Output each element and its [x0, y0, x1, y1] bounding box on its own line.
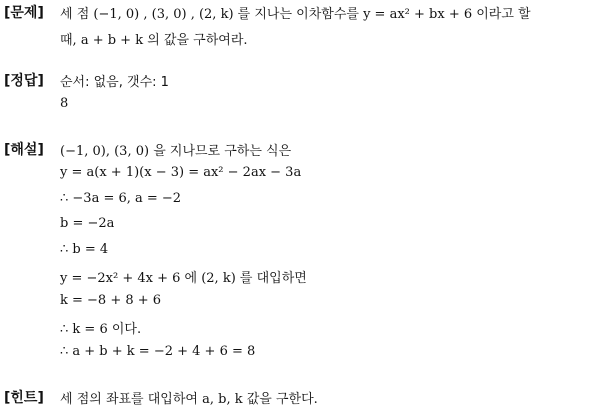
explanation-line-9: ∴ a + b + k = −2 + 4 + 6 = 8	[60, 344, 256, 359]
explanation-line-3: ∴ −3a = 6, a = −2	[60, 191, 182, 206]
explanation-label: [해설]	[4, 142, 44, 158]
problem-label: [문제]	[4, 5, 44, 21]
explanation-line-8: ∴ k = 6 이다.	[60, 322, 142, 337]
explanation-line-2: y = a(x + 1)(x − 3) = ax² − 2ax − 3a	[60, 165, 302, 180]
explanation-line-4: b = −2a	[60, 216, 115, 231]
problem-line-2: 때, a + b + k 의 값을 구하여라.	[60, 33, 248, 48]
problem-line-1: 세 점 (−1, 0) , (3, 0) , (2, k) 를 지나는 이차함수를 y = ax² + bx + 6 이라고 할	[60, 7, 531, 22]
explanation-line-6: y = −2x² + 4x + 6 에 (2, k) 를 대입하면	[60, 271, 307, 286]
explanation-line-1: (−1, 0), (3, 0) 을 지나므로 구하는 식은	[60, 144, 292, 159]
explanation-line-7: k = −8 + 8 + 6	[60, 293, 162, 308]
explanation-line-5: ∴ b = 4	[60, 242, 109, 257]
hint-line-1: 세 점의 좌표를 대입하여 a, b, k 값을 구한다.	[60, 392, 318, 407]
answer-label: [정답]	[4, 73, 44, 89]
hint-label: [힌트]	[4, 390, 44, 406]
answer-meta: 순서: 없음, 갯수: 1	[60, 75, 169, 90]
answer-value: 8	[60, 96, 69, 111]
